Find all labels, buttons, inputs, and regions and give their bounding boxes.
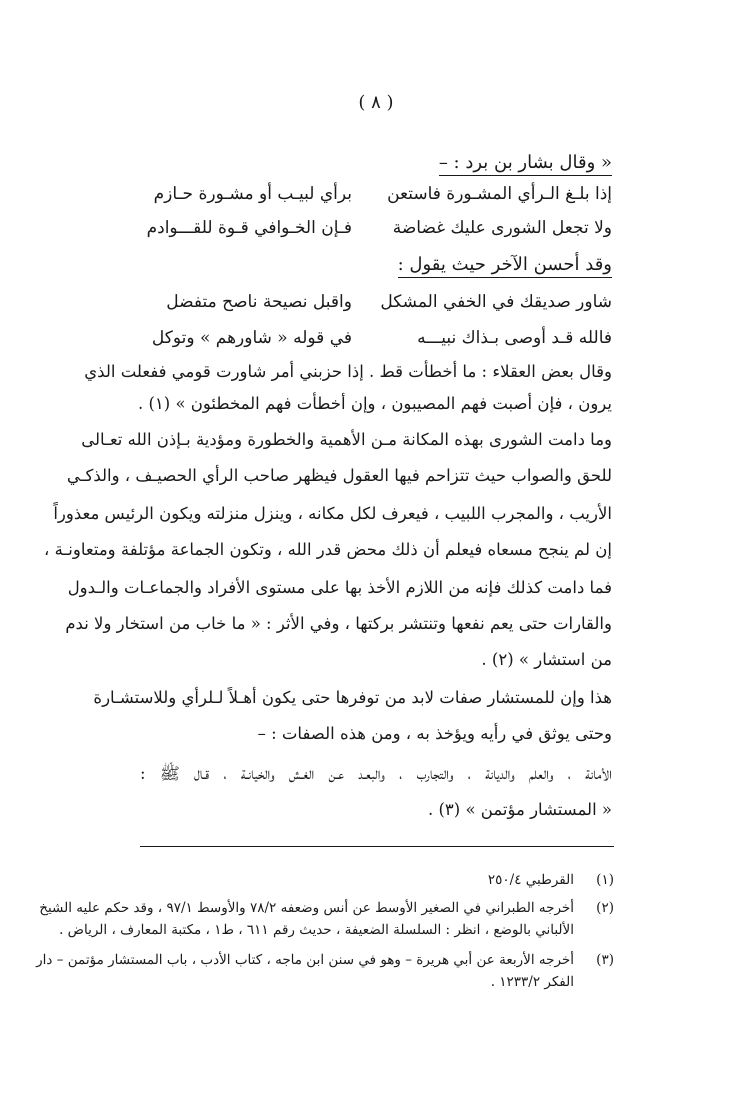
footnote-1-number: (١)	[596, 872, 614, 888]
verse-4-second: في قوله « شاورهم » وتوكل	[151, 328, 352, 348]
prose-line-3: وما دامت الشورى بهذه المكانة مـن الأهمية والخطورة ومؤدية بـإذن الله تعـالى	[81, 430, 612, 449]
prose-line-13: « المستشار مؤتمن » (٣) .	[427, 800, 612, 819]
footnote-3	[36, 952, 614, 996]
verse-2-second: فـإن الخـوافي قـوة للقـــوادم	[146, 218, 352, 238]
verse-1-second: برأي لبيـب أو مشـورة حـازم	[153, 184, 352, 204]
prose-line-5: الأريب ، والمجرب اللبيب ، فيعرف لكل مكانه ، وينزل منزلته ويكون الرئيس معذوراً	[53, 504, 612, 523]
footnote-1-text: القرطبي ٢٥٠/٤	[487, 872, 574, 888]
footnote-2	[39, 900, 614, 944]
heading-bashar	[439, 152, 612, 173]
verse-1-first: إذا بلـغ الـرأي المشـورة فاستعن	[387, 184, 612, 204]
prose-line-12: الأمانة ، والعلم والديانة ، والتجارب ، والبعـد عـن الغـش والخيانـة ، قـال ﷺ :	[140, 764, 612, 783]
footnote-2-line-2: الألباني بالوضع ، انظر : السلسلة الضعيفة ، حديث رقم ٦١١ ، ط١ ، مكتبة المعارف ، الرياض .	[59, 922, 574, 938]
page-number: ( ٨ )	[358, 92, 394, 113]
prose-line-10: هذا وإن للمستشار صفات لابد من توفرها حتى يكون أهـلاً لـلرأي وللاستشـارة	[93, 688, 612, 707]
prose-line-4: للحق والصواب حيث تتزاحم فيها العقول فيظهر صاحب الرأي الحصيـف ، والذكـي	[66, 466, 612, 485]
prose-line-2: يرون ، فإن أصبت فهم المصيبون ، وإن أخطأت فهم المخطئون » (١) .	[137, 394, 612, 413]
prose-line-8: والقارات حتى يعم نفعها وتنتشر بركتها ، وفي الأثر : « ما خاب من استخار ولا ندم	[65, 614, 612, 633]
footnote-2-line-1: أخرجه الطبراني في الصغير الأوسط عن أنس وضعفه ٧٨/٢ والأوسط ٩٧/١ ، وقد حكم عليه الشيخ	[39, 900, 574, 916]
prose-line-1: وقال بعض العقلاء : ما أخطأت قط . إذا حزبني أمر شاورت قومي ففعلت الذي	[84, 362, 612, 381]
footnote-3-line-2: الفكر ١٢٣٣/٢ .	[490, 974, 574, 990]
prose-line-11: وحتى يوثق في رأيه ويؤخذ به ، ومن هذه الصفات : –	[257, 724, 612, 743]
prose-line-7: فما دامت كذلك فإنه من اللازم الأخذ بها على مستوى الأفراد والجماعـات والـدول	[67, 578, 612, 597]
prose-line-6: إن لم ينجح مسعاه فيعلم أن ذلك محض قدر الله ، وتكون الجماعة مؤتلفة ومتعاونـة ،	[44, 540, 612, 559]
verse-3-first: شاور صديقك في الخفي المشكل	[380, 292, 612, 312]
footnote-3-number: (٣)	[596, 952, 614, 968]
heading-bashar-text: « وقال بشار بن برد : –	[439, 152, 612, 176]
verse-4-first: فالله قـد أوصى بـذاك نبيـــه	[417, 328, 612, 348]
verse-2-first: ولا تجعل الشورى عليك غضاضة	[392, 218, 612, 238]
footnote-3-line-1: أخرجه الأربعة عن أبي هريرة – وهو في سنن ابن ماجه ، كتاب الأدب ، باب المستشار مؤتمن – دار	[36, 952, 574, 968]
footnote-2-number: (٢)	[596, 900, 614, 916]
heading-other	[398, 254, 612, 275]
prose-line-9: من استشار » (٢) .	[481, 650, 612, 669]
footnote-separator	[140, 846, 614, 847]
verse-3-second: واقبل نصيحة ناصح متفضل	[166, 292, 352, 312]
heading-other-text: وقد أحسن الآخر حيث يقول :	[398, 254, 612, 278]
footnote-1	[140, 872, 614, 894]
